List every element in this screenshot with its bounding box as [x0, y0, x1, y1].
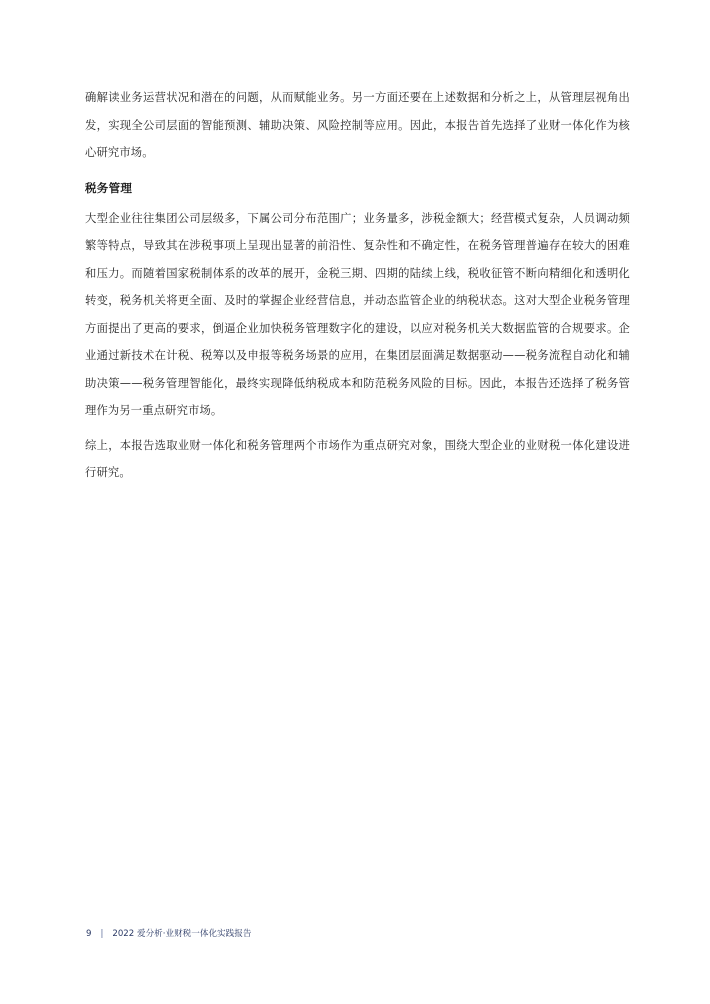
- body-paragraph: 综上，本报告选取业财一体化和税务管理两个市场作为重点研究对象，围绕大型企业的业财税一体化建设进行研究。: [85, 438, 630, 479]
- page-number: 9: [86, 929, 92, 939]
- page-footer: [86, 928, 251, 940]
- report-title: 2022 爱分析·业财税一体化实践报告: [112, 929, 252, 939]
- body-content: [85, 84, 630, 487]
- section-heading: 税务管理: [85, 180, 133, 195]
- body-paragraph: 大型企业往往集团公司层级多，下属公司分布范围广；业务量多，涉税金额大；经营模式复杂，人员调动频繁等特点，导致其在涉税事项上呈现出显著的前沿性、复杂性和不确定性，在税务管理普遍存在较大的困难和压力。而随着国家税制体系的改革的展开，金税三期、四期的陆续上线，税收征管不断向精细化和透明化转变，税务机关将更全面、及时的掌握企业经营信息，并动态监管企业的纳税状态。这对大型企业税务管理方面提出了更高的要求，倒逼企业加快税务管理数字化的建设，以应对税务机关大数据监管的合规要求。企业通过新技术在计税、税筹以及申报等税务场景的应用，在集团层面满足数据驱动——税务流程自动化和辅助决策——税务管理智能化，最终实现降低纳税成本和防范税务风险的目标。因此，本报告还选择了税务管理作为另一重点研究市场。: [85, 211, 630, 417]
- body-paragraph: 确解读业务运营状况和潜在的问题，从而赋能业务。另一方面还要在上述数据和分析之上，从管理层视角出发，实现全公司层面的智能预测、辅助决策、风险控制等应用。因此，本报告首先选择了业财一体化作为核心研究市场。: [85, 91, 630, 159]
- footer-separator: |: [100, 929, 104, 939]
